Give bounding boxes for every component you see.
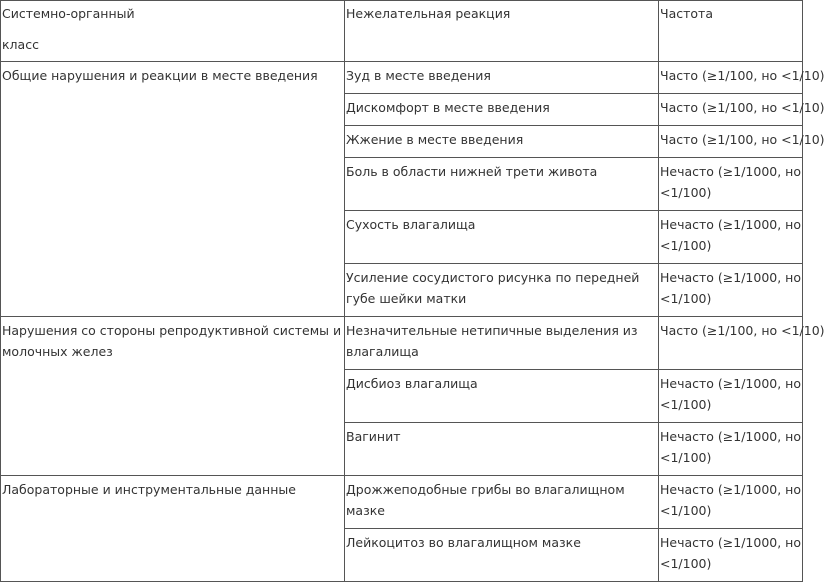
- table-row: [1, 62, 803, 94]
- reaction-cell: Жжение в месте введения: [345, 126, 659, 158]
- frequency-cell: Нечасто (≥1/1000, но <1/100): [659, 476, 803, 529]
- reaction-cell: Боль в области нижней трети живота: [345, 158, 659, 211]
- reaction-cell: Незначительные нетипичные выделения из влагалища: [345, 317, 659, 370]
- frequency-cell: Нечасто (≥1/1000, но <1/100): [659, 211, 803, 264]
- table-body: [1, 62, 825, 582]
- header-soc-line1: Системно-органный: [2, 6, 135, 21]
- frequency-cell: Нечасто (≥1/1000, но <1/100): [659, 529, 803, 582]
- soc-cell-laboratory: Лабораторные и инструментальные данные: [1, 476, 345, 582]
- frequency-cell: Часто (≥1/100, но <1/10): [659, 94, 803, 126]
- reaction-cell: Лейкоцитоз во влагалищном мазке: [345, 529, 659, 582]
- header-frequency: Частота: [659, 1, 803, 62]
- frequency-cell: Часто (≥1/100, но <1/10): [659, 62, 803, 94]
- header-soc: [1, 1, 345, 62]
- header-reaction: Нежелательная реакция: [345, 1, 659, 62]
- frequency-cell: Часто (≥1/100, но <1/10): [659, 126, 803, 158]
- reaction-cell: Вагинит: [345, 423, 659, 476]
- table-header: [1, 1, 803, 62]
- soc-cell-general: Общие нарушения и реакции в месте введения: [1, 62, 345, 317]
- frequency-cell: Часто (≥1/100, но <1/10): [659, 317, 803, 370]
- frequency-cell: Нечасто (≥1/1000, но <1/100): [659, 158, 803, 211]
- reaction-cell: Дискомфорт в месте введения: [345, 94, 659, 126]
- header-soc-line2: класс: [2, 37, 39, 52]
- header-row: [1, 1, 803, 62]
- table-row: [1, 476, 803, 529]
- reaction-cell: Усиление сосудистого рисунка по передней губе шейки матки: [345, 264, 659, 317]
- table-row: [1, 317, 803, 370]
- reaction-cell: Сухость влагалища: [345, 211, 659, 264]
- reaction-cell: Дисбиоз влагалища: [345, 370, 659, 423]
- reaction-cell: Зуд в месте введения: [345, 62, 659, 94]
- soc-cell-reproductive: Нарушения со стороны репродуктивной системы и молочных желез: [1, 317, 345, 476]
- reaction-cell: Дрожжеподобные грибы во влагалищном мазке: [345, 476, 659, 529]
- frequency-cell: Нечасто (≥1/1000, но <1/100): [659, 370, 803, 423]
- frequency-cell: Нечасто (≥1/1000, но <1/100): [659, 264, 803, 317]
- frequency-cell: Нечасто (≥1/1000, но <1/100): [659, 423, 803, 476]
